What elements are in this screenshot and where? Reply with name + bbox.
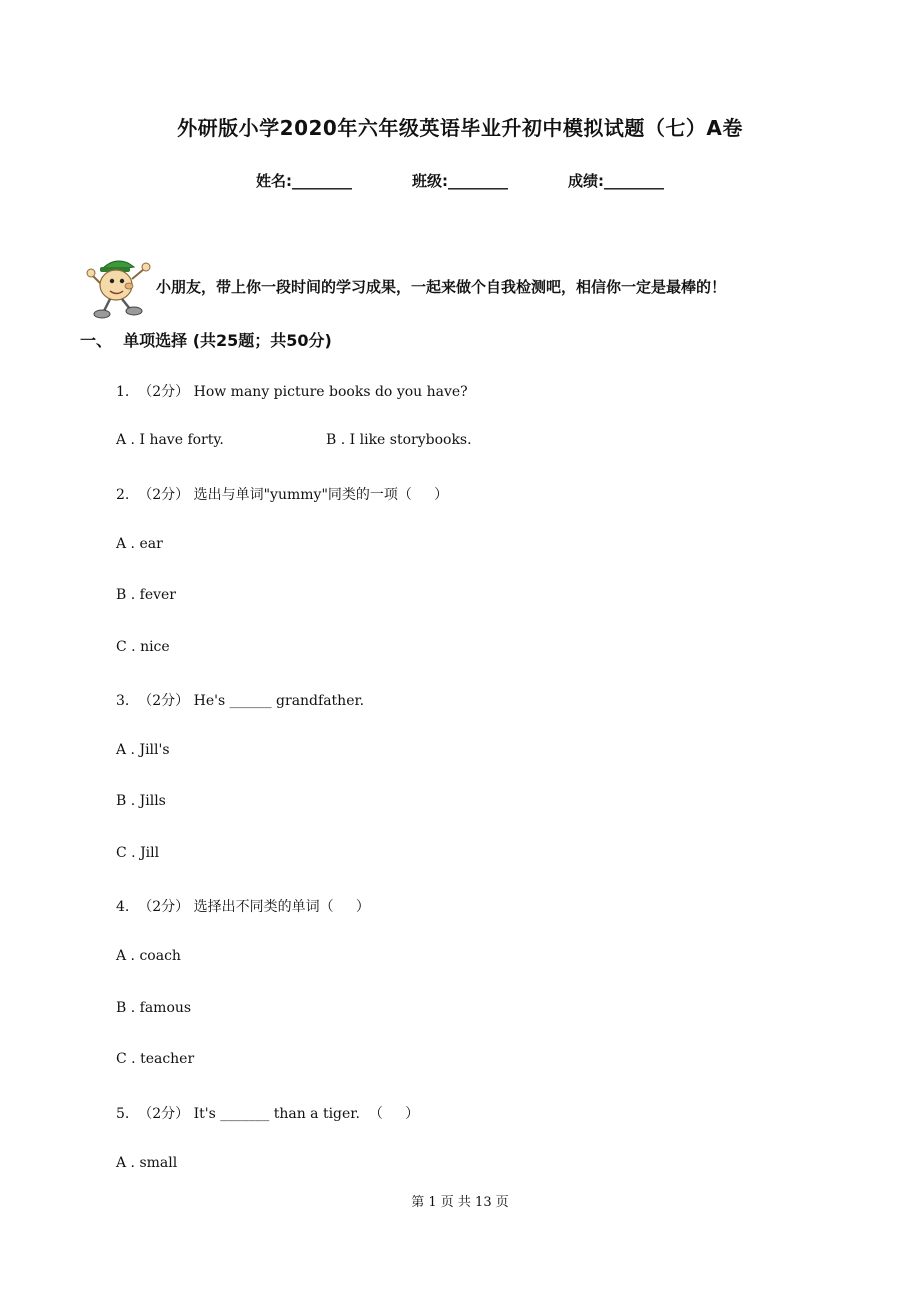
question-4-option-b[interactable]: B . famous xyxy=(116,1000,192,1016)
question-3-option-c[interactable]: C . Jill xyxy=(116,845,160,861)
question-2-option-b[interactable]: B . fever xyxy=(116,587,176,603)
page-title: 外研版小学2020年六年级英语毕业升初中模拟试题（七）A卷 xyxy=(177,116,743,140)
question-2-option-a[interactable]: A . ear xyxy=(116,536,163,552)
question-4-option-c[interactable]: C . teacher xyxy=(116,1051,195,1067)
score-field[interactable]: 成绩:________ xyxy=(568,172,664,190)
question-5-option-a[interactable]: A . small xyxy=(116,1155,178,1171)
question-3-stem: 3. （2分） He's ______ grandfather. xyxy=(116,693,365,709)
question-1-stem: 1. （2分） How many picture books do you have? xyxy=(116,384,468,400)
class-field[interactable]: 班级:________ xyxy=(412,172,508,190)
question-1-option-a[interactable]: A . I have forty. xyxy=(116,432,224,448)
question-4-option-a[interactable]: A . coach xyxy=(116,948,181,964)
section-heading: 一、 单项选择 (共25题；共50分) xyxy=(80,331,332,350)
name-field[interactable]: 姓名:________ xyxy=(256,172,352,190)
question-1-option-b[interactable]: B . I like storybooks. xyxy=(326,432,472,448)
question-5-stem: 5. （2分） It's _______ than a tiger. （ ） xyxy=(116,1106,420,1122)
question-3-option-a[interactable]: A . Jill's xyxy=(116,742,170,758)
question-3-option-b[interactable]: B . Jills xyxy=(116,793,166,809)
student-info-row xyxy=(0,170,920,191)
question-2-stem: 2. （2分） 选出与单词"yummy"同类的一项（ ） xyxy=(116,487,449,503)
question-4-stem: 4. （2分） 选择出不同类的单词（ ） xyxy=(116,899,370,915)
question-2-option-c[interactable]: C . nice xyxy=(116,639,170,655)
page-number-footer: 第 1 页 共 13 页 xyxy=(411,1195,509,1210)
encouragement-text: 小朋友，带上你一段时间的学习成果，一起来做个自我检测吧，相信你一定是最棒的！ xyxy=(156,278,727,296)
cartoon-boy-mascot-icon xyxy=(72,234,154,304)
